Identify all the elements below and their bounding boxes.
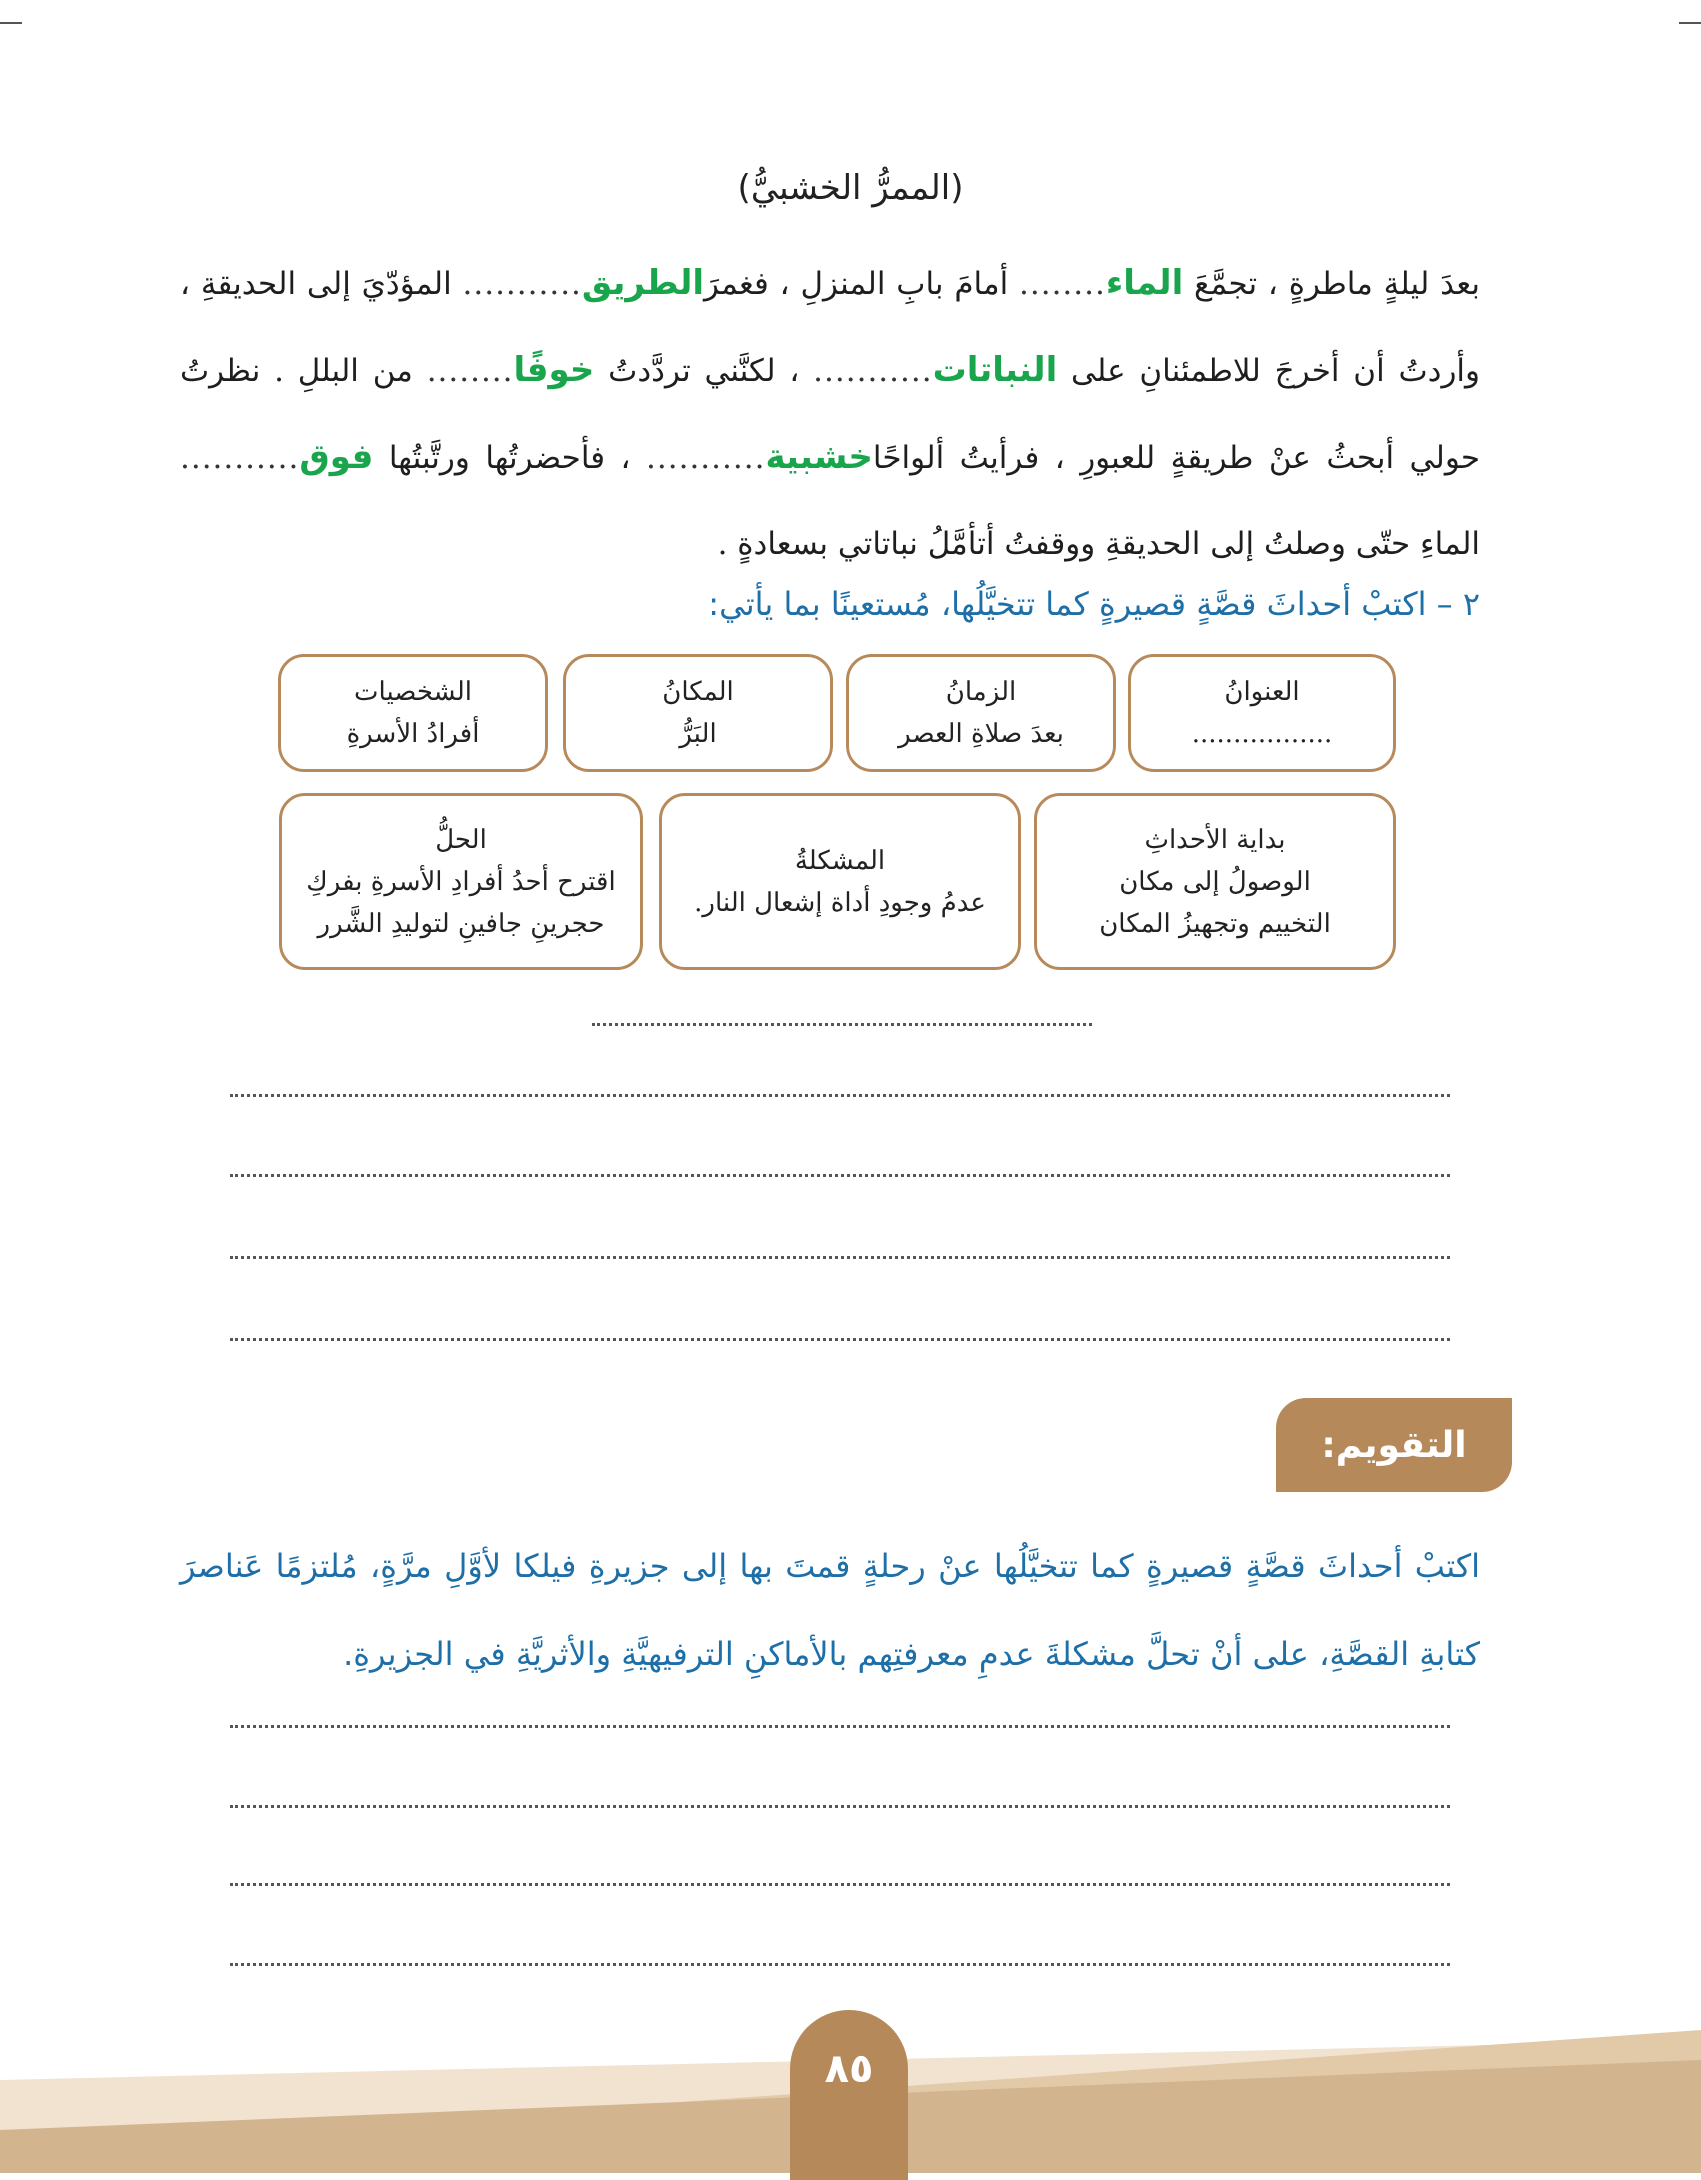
answer-line[interactable] xyxy=(230,1094,1450,1097)
story-text: ، لكنَّني تردَّدتُ xyxy=(594,353,814,389)
box-heading: الحلُّ xyxy=(435,824,487,855)
fill-blank[interactable] xyxy=(463,240,705,327)
box-line: اقترح أحدُ أفرادِ الأسرةِ بفركِ xyxy=(306,866,616,897)
story-title: (الممرُّ الخشبيُّ) xyxy=(737,168,964,208)
title-box xyxy=(1128,654,1396,772)
story-text: المؤدّيَ إلى الحديقةِ ، وأردتُ أن أخرجَ للاطمئنانِ على xyxy=(180,266,1481,389)
answer-line[interactable] xyxy=(230,1174,1450,1177)
answer-line[interactable] xyxy=(230,1883,1450,1886)
fill-blank[interactable] xyxy=(180,414,373,501)
box-body: أفرادُ الأسرةِ xyxy=(346,719,480,749)
blank-answer: فوق xyxy=(299,437,374,477)
box-heading: المكانُ xyxy=(662,677,734,707)
blank-answer: خشبية xyxy=(765,437,873,477)
crop-mark xyxy=(0,22,22,24)
answer-line[interactable] xyxy=(230,1256,1450,1259)
answer-line[interactable] xyxy=(230,1338,1450,1341)
page-number: ٨٥ xyxy=(790,2010,908,2180)
story-text: ، فأحضرتُها ورتَّبتُها xyxy=(373,440,647,476)
box-line: حجرينِ جافينِ لتوليدِ الشَّرر xyxy=(317,908,605,939)
time-box xyxy=(846,654,1116,772)
blank-dots: ........... xyxy=(813,353,933,389)
box-body: ................. xyxy=(1191,719,1333,749)
solution-box xyxy=(279,793,643,970)
crop-mark xyxy=(1679,22,1701,24)
box-line: عدمُ وجودِ أداة إشعال النار. xyxy=(694,887,986,918)
box-heading: المشكلةُ xyxy=(794,845,886,876)
question-number: ٢ xyxy=(1462,585,1480,623)
story-text: الماءِ حتّى وصلتُ إلى الحديقةِ ووقفتُ أتأمَّلُ نباتاتي بسعادةٍ . xyxy=(717,526,1480,562)
blank-dots: ........... xyxy=(646,440,766,476)
fill-blank[interactable] xyxy=(427,327,595,414)
box-line: التخييم وتجهيزُ المكان xyxy=(1099,908,1331,939)
box-heading: الزمانُ xyxy=(945,677,1017,707)
story-text: أمامَ بابِ المنزلِ ، فغمرَ xyxy=(704,266,1020,302)
blank-dots: ........ xyxy=(426,353,514,389)
story-text: من البللِ . نظرتُ حولي أبحثُ عنْ طريقةٍ للعبورِ ، فرأيتُ ألواحًا xyxy=(180,353,1480,476)
beginning-box xyxy=(1034,793,1396,970)
blank-answer: الطريق xyxy=(581,263,705,303)
evaluation-label: التقويم: xyxy=(1276,1398,1512,1492)
characters-box xyxy=(278,654,548,772)
box-heading: بداية الأحداثِ xyxy=(1144,824,1286,855)
question-text: اكتبْ أحداثَ قصَّةٍ قصيرةٍ كما تتخيَّلُها، مُستعينًا بما يأتي: xyxy=(708,585,1427,623)
blank-answer: خوفًا xyxy=(513,350,595,390)
answer-line[interactable] xyxy=(230,1963,1450,1966)
box-body: بعدَ صلاةِ العصر xyxy=(898,719,1064,749)
fill-blank[interactable] xyxy=(1019,240,1183,327)
fill-blank[interactable] xyxy=(646,414,873,501)
story-text: بعدَ ليلةٍ ماطرةٍ ، تجمَّعَ xyxy=(1183,266,1480,302)
box-body: البَرُّ xyxy=(679,719,717,749)
box-heading: الشخصيات xyxy=(354,677,472,707)
blank-dots: ........... xyxy=(462,266,582,302)
answer-line[interactable] xyxy=(592,1023,1092,1026)
question-2 xyxy=(180,585,1480,623)
blank-answer: الماء xyxy=(1105,263,1184,303)
box-heading: العنوانُ xyxy=(1224,677,1300,707)
place-box xyxy=(563,654,833,772)
answer-line[interactable] xyxy=(230,1805,1450,1808)
blank-dots: ........ xyxy=(1019,266,1106,302)
blank-answer: النباتات xyxy=(932,350,1058,390)
problem-box xyxy=(659,793,1021,970)
box-line: الوصولُ إلى مكان xyxy=(1119,866,1311,897)
question-dash: – xyxy=(1436,585,1453,623)
evaluation-text: اكتبْ أحداثَ قصَّةٍ قصيرةٍ كما تتخيَّلُها عنْ رحلةٍ قمتَ بها إلى جزيرةِ فيلكا لأوَّلِ مرَّةٍ، مُلتزمًا عَناصرَ كتابةِ القصَّةِ، على أنْ تحلَّ مشكلةَ عدمِ معرفتِهم بالأماكنِ الترفيهيَّةِ والأثريَّةِ في الجزيرةِ. xyxy=(180,1547,1480,1673)
blank-dots: ........... xyxy=(180,440,300,476)
fill-blank[interactable] xyxy=(813,327,1057,414)
story-paragraph xyxy=(180,240,1480,587)
answer-line[interactable] xyxy=(230,1725,1450,1728)
